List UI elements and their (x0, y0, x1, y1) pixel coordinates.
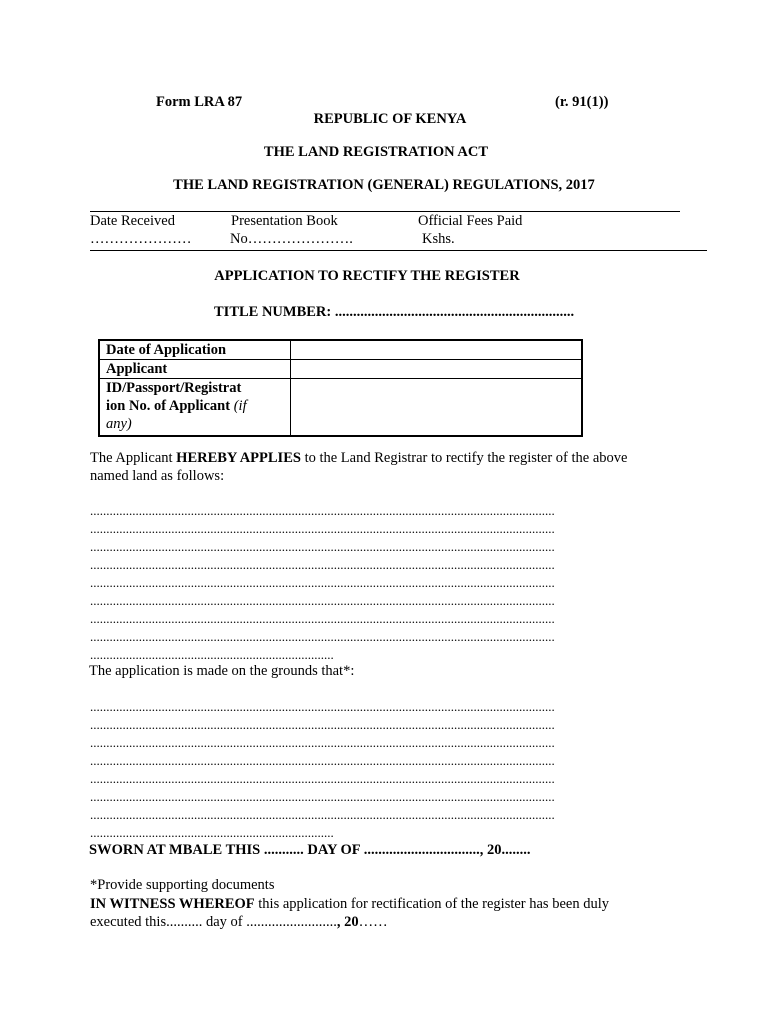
presentation-book-label: Presentation Book (231, 213, 338, 229)
fill-line-short[interactable]: ........................................................................... (90, 825, 334, 840)
fill-line[interactable]: ............................................................................................................................................... (90, 557, 555, 572)
fill-line[interactable]: ............................................................................................................................................... (90, 593, 555, 608)
act-heading: THE LAND REGISTRATION ACT (263, 144, 489, 160)
form-title: APPLICATION TO RECTIFY THE REGISTER (214, 268, 520, 284)
date-of-application-value[interactable] (291, 340, 583, 360)
applicant-value[interactable] (291, 360, 583, 379)
presentation-book-number: No…………………. (230, 231, 353, 247)
id-number-label (99, 379, 291, 437)
id-label-if: (if (233, 398, 247, 414)
witness-paragraph (90, 895, 690, 931)
form-number: Form LRA 87 (156, 94, 243, 110)
fees-label: Official Fees Paid (418, 213, 523, 229)
applies-bold: HEREBY APPLIES (176, 450, 301, 466)
fill-line[interactable]: ............................................................................................................................................... (90, 753, 555, 768)
fees-value: Kshs. (422, 231, 455, 247)
witness-line2-pre: executed this.......... day of ......................... (90, 914, 337, 930)
id-number-value[interactable] (291, 379, 583, 437)
sworn-line: SWORN AT MBALE THIS ........... DAY OF ................................, 20........ (89, 842, 531, 858)
applies-paragraph (90, 449, 690, 485)
witness-bold: IN WITNESS WHEREOF (90, 896, 255, 912)
fill-line[interactable]: ............................................................................................................................................... (90, 699, 555, 714)
title-number: TITLE NUMBER: .................................................................. (214, 304, 575, 320)
applies-pre: The Applicant (90, 450, 173, 466)
applicant-info-table (98, 339, 583, 437)
applies-post: to the Land Registrar to rectify the register of the above (304, 450, 628, 466)
fill-line[interactable]: ............................................................................................................................................... (90, 735, 555, 750)
republic-heading: REPUBLIC OF KENYA (313, 111, 467, 127)
fill-line[interactable]: ............................................................................................................................................... (90, 717, 555, 732)
date-of-application-label: Date of Application (99, 340, 291, 360)
fill-line[interactable]: ............................................................................................................................................... (90, 611, 555, 626)
fill-line[interactable]: ............................................................................................................................................... (90, 521, 555, 536)
rule-reference: (r. 91(1)) (555, 94, 609, 110)
date-received-label: Date Received (90, 213, 175, 229)
table-row (99, 340, 582, 360)
table-row (99, 360, 582, 379)
witness-line2-post: …… (358, 914, 388, 930)
fill-line[interactable]: ............................................................................................................................................... (90, 807, 555, 822)
footnote: *Provide supporting documents (90, 877, 275, 893)
table-row (99, 379, 582, 437)
id-label-line2: ion No. of Applicant (106, 398, 231, 414)
id-label-line1: ID/Passport/Registrat (106, 380, 242, 396)
applies-line2: named land as follows: (90, 468, 225, 484)
fill-line-short[interactable]: ........................................................................... (90, 647, 334, 662)
fill-line[interactable]: ............................................................................................................................................... (90, 629, 555, 644)
fill-line[interactable]: ............................................................................................................................................... (90, 789, 555, 804)
id-label-any: any) (106, 416, 132, 432)
fill-line[interactable]: ............................................................................................................................................... (90, 539, 555, 554)
top-rule (90, 211, 680, 212)
witness-line1: this application for rectification of the register has been duly (258, 896, 609, 912)
applicant-label: Applicant (99, 360, 291, 379)
fill-line[interactable]: ............................................................................................................................................... (90, 503, 555, 518)
date-received-field: ………………… (90, 231, 192, 247)
witness-year-prefix: , 20 (336, 914, 359, 930)
fill-line[interactable]: ............................................................................................................................................... (90, 771, 555, 786)
regulations-heading: THE LAND REGISTRATION (GENERAL) REGULATIONS, 2017 (173, 177, 595, 193)
fill-line[interactable]: ............................................................................................................................................... (90, 575, 555, 590)
bottom-rule (90, 250, 707, 251)
grounds-label: The application is made on the grounds that*: (89, 663, 355, 679)
